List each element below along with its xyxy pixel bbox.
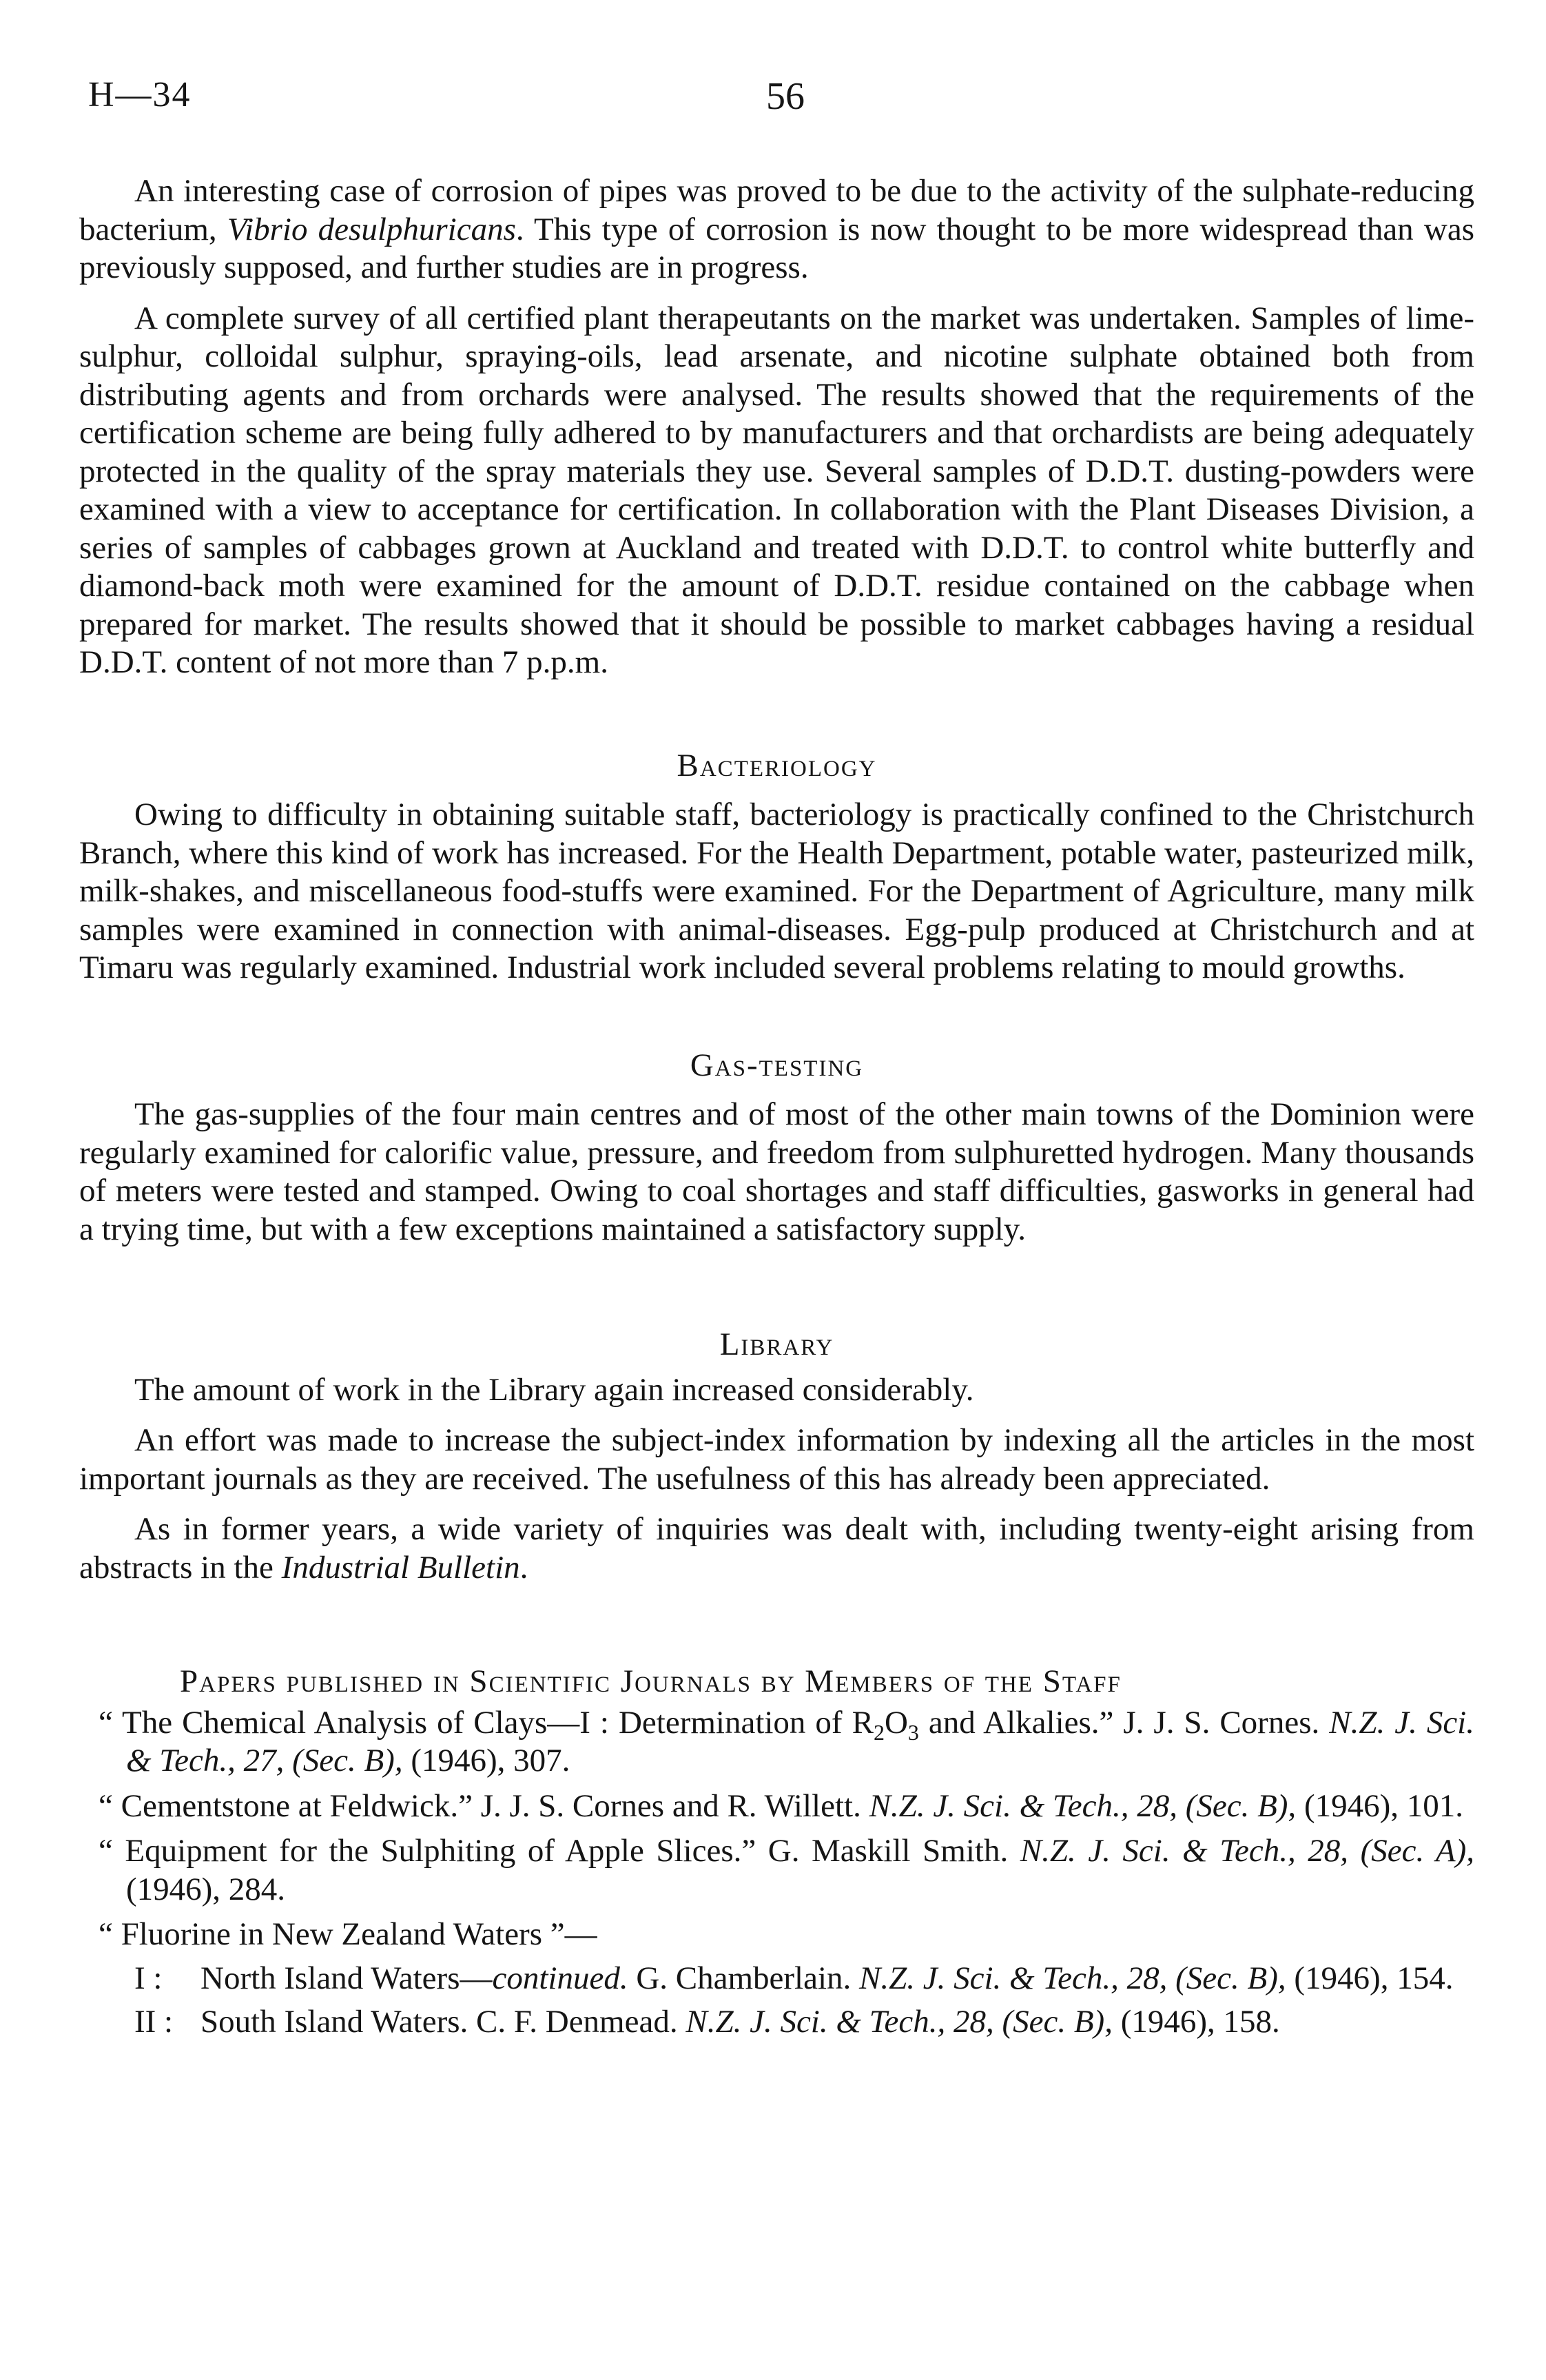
paragraph-gas-testing: The gas-supplies of the four main centres and of most of the other main towns of the Dominion were regularly examined for calorific value, pressure, and freedom from sulphuretted hydrogen. Many thousands of meters were tested and stamped. Owing to coal shortages and staff difficulties, gasworks in general had a trying time, but with a few exceptions maintained a satisfactory supply. [79,1096,1474,1247]
paragraph-library-3: As in former years, a wide variety of inquiries was dealt with, including twenty-eight arising from abstracts in the Industrial Bulletin. [79,1511,1474,1586]
reference-item: “ The Chemical Analysis of Clays—I : Determination of $R_2O_3$ and Alkalies.” J. J. S. Cornes. N.Z. J. Sci. & Tech., 27, (Sec. B), (1946), 307. [99,1704,1474,1778]
paragraph-plant-therapeutants: A complete survey of all certified plant therapeutants on the market was undertaken. Samples of lime-sulphur, colloidal sulphur, spraying-oils, lead arsenate, and nicotine sulphate obtained both from distributing agents and from orchards were analysed. The results showed that the requirements of the certification scheme are being fully adhered to by manufacturers and that orchardists are being adequately protected in the quality of the spray materials they use. Several samples of D.D.T. dusting-powders were examined with a view to acceptance for certification. In collaboration with the Plant Diseases Division, a series of samples of cabbages grown at Auckland and treated with D.D.T. to control white butterfly and diamond-back moth were examined for the amount of D.D.T. residue contained on the cabbage when prepared for market. The results showed that it should be possible to market cabbages having a residual D.D.T. content of not more than 7 p.p.m. [79,300,1474,680]
heading-papers: Papers published in Scientific Journals by Members of the Staff [180,1663,1122,1699]
paragraph-library-1: The amount of work in the Library again increased considerably. [134,1371,974,1408]
sub-reference-number: II : [134,2004,174,2040]
heading-library: Library [719,1326,834,1362]
sub-reference-text: North Island Waters—continued. G. Chamberlain. N.Z. J. Sci. & Tech., 28, (Sec. B), (1946), 154. [200,1960,1454,1996]
page-body [79,172,1474,2042]
paragraph-corrosion: An interesting case of corrosion of pipes was proved to be due to the activity of the sulphate-reducing bacterium, Vibrio desulphuricans. This type of corrosion is now thought to be more widespread than was previously supposed, and further studies are in progress. [79,173,1474,285]
paragraph-bacteriology: Owing to difficulty in obtaining suitable staff, bacteriology is practically confined to the Christchurch Branch, where this kind of work has increased. For the Health Department, potable water, pasteurized milk, milk-shakes, and miscellaneous food-stuffs were examined. For the Department of Agriculture, many milk samples were examined in connection with animal-diseases. Egg-pulp produced at Christchurch and at Timaru was regularly examined. Industrial work included several problems relating to mould growths. [79,797,1474,985]
paragraph-library-2: An effort was made to increase the subject-index information by indexing all the articles in the most important journals as they are received. The usefulness of this has already been appreciated. [79,1422,1474,1497]
heading-bacteriology: Bacteriology [677,747,877,783]
sub-reference-item [79,1960,1474,1998]
report-code: H—34 [88,75,192,114]
reference-item: “ Fluorine in New Zealand Waters ”— [99,1916,597,1952]
reference-item: “ Equipment for the Sulphiting of Apple Slices.” G. Maskill Smith. N.Z. J. Sci. & Tech., 28, (Sec. A), (1946), 284. [99,1833,1474,1907]
sub-reference-text: South Island Waters. C. F. Denmead. N.Z. J. Sci. & Tech., 28, (Sec. B), (1946), 158. [200,2004,1280,2040]
sub-reference-item [79,2003,1474,2042]
sub-reference-number: I : [134,1960,163,1996]
reference-item: “ Cementstone at Feldwick.” J. J. S. Cornes and R. Willett. N.Z. J. Sci. & Tech., 28, (Sec. B), (1946), 101. [99,1787,1463,1824]
heading-gas-testing: Gas-testing [690,1047,864,1083]
page-number: 56 [766,75,805,118]
